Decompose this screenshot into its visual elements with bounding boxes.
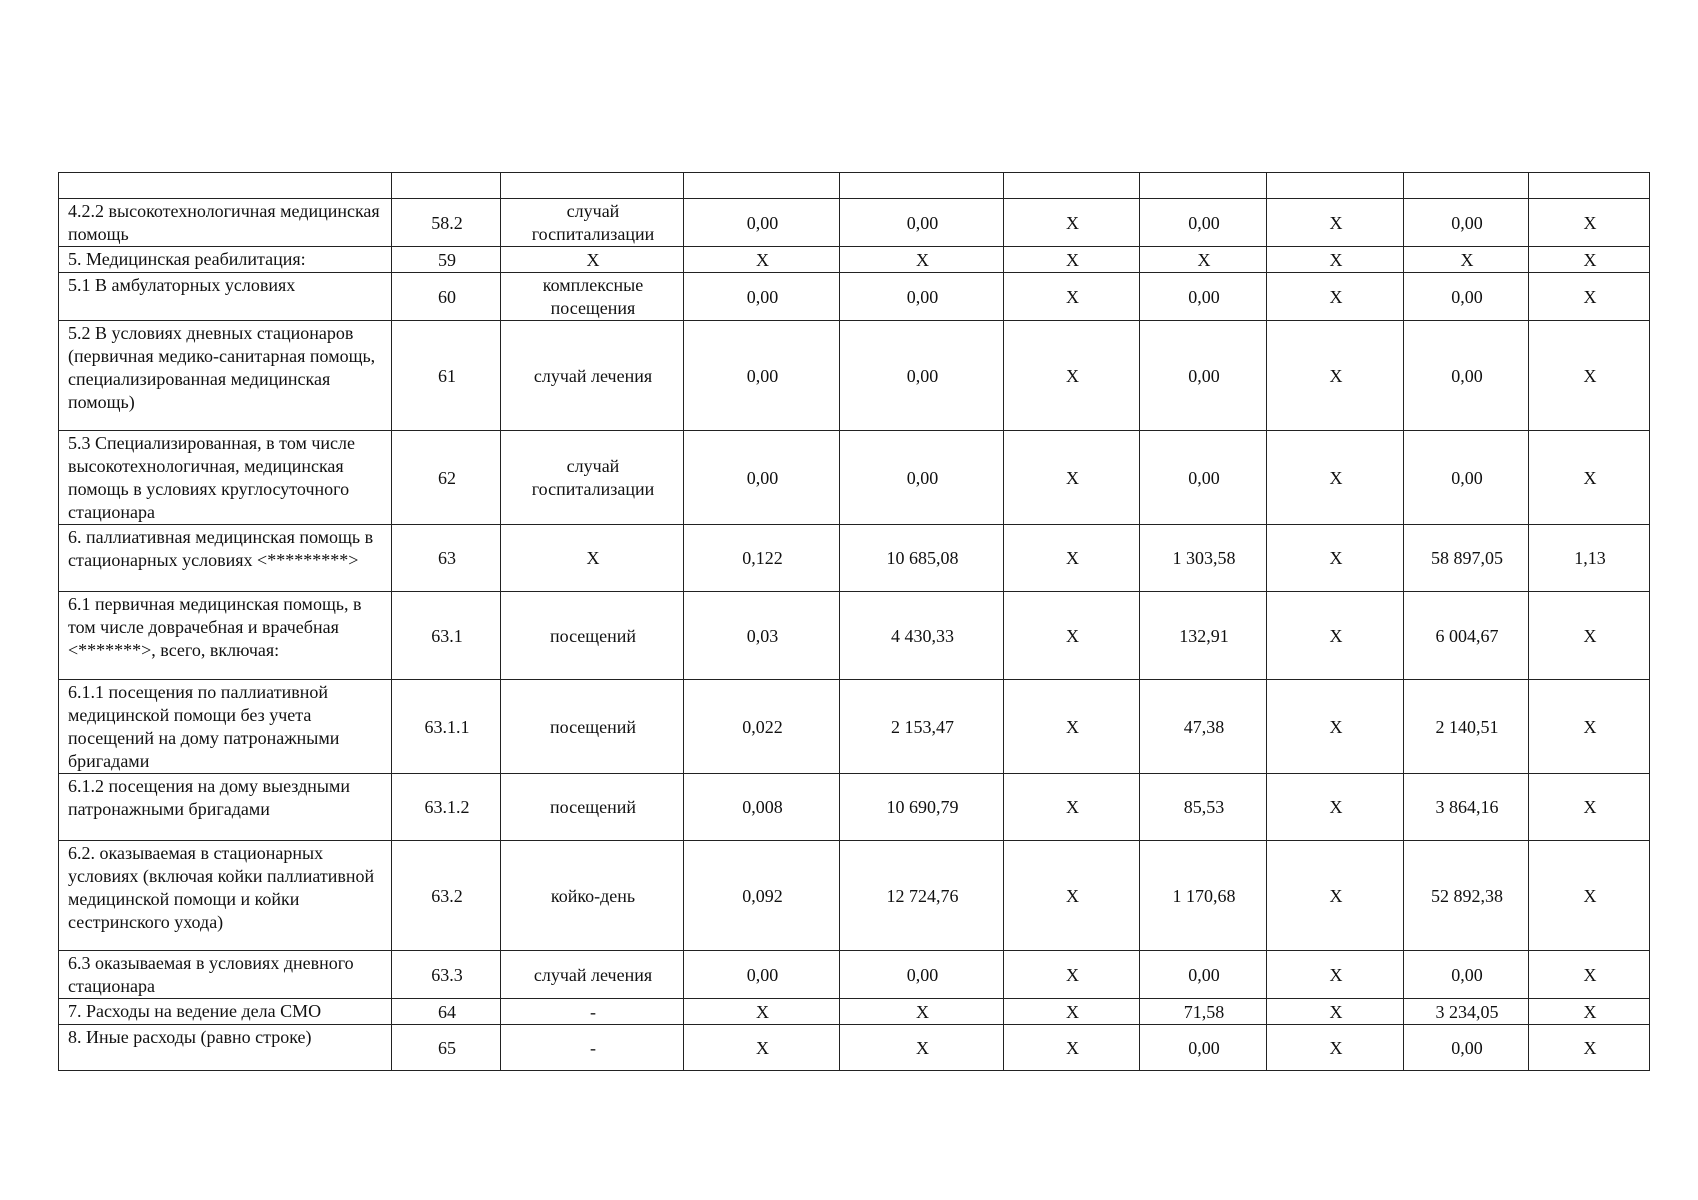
cost-cell: X [840, 1025, 1004, 1071]
unit-cell: случай лечения [501, 951, 684, 999]
value-cell: 0,00 [1404, 951, 1529, 999]
value-cell: X [1004, 321, 1140, 431]
value-cell: X [1004, 592, 1140, 680]
value-cell: X [1267, 841, 1404, 951]
row-code-cell: 59 [392, 247, 501, 273]
value-cell: 0,00 [1404, 1025, 1529, 1071]
cost-cell: 0,00 [840, 321, 1004, 431]
table-row [59, 247, 1650, 273]
volume-cell: 0,022 [684, 680, 840, 774]
value-cell: X [1267, 951, 1404, 999]
value-cell: 1 303,58 [1140, 525, 1267, 592]
row-code-cell: 62 [392, 431, 501, 525]
value-cell: 0,00 [1404, 273, 1529, 321]
value-cell: X [1004, 680, 1140, 774]
table-row [59, 273, 1650, 321]
cost-cell: X [840, 999, 1004, 1025]
table-row [59, 321, 1650, 431]
value-cell: 3 234,05 [1404, 999, 1529, 1025]
value-cell: X [1529, 592, 1650, 680]
table-row [59, 431, 1650, 525]
table-row [59, 999, 1650, 1025]
row-name-cell: 8. Иные расходы (равно строке) [59, 1025, 392, 1071]
volume-cell: 0,03 [684, 592, 840, 680]
row-name-cell: 6.1.2 посещения на дому выездными патронажными бригадами [59, 774, 392, 841]
value-cell: 0,00 [1140, 321, 1267, 431]
value-cell: X [1267, 774, 1404, 841]
value-cell: 132,91 [1140, 592, 1267, 680]
row-code-cell: 63.2 [392, 841, 501, 951]
value-cell: 0,00 [1140, 199, 1267, 247]
row-code-cell: 61 [392, 321, 501, 431]
value-cell: X [1004, 431, 1140, 525]
value-cell: X [1004, 999, 1140, 1025]
cost-cell: 2 153,47 [840, 680, 1004, 774]
unit-cell: X [501, 247, 684, 273]
value-cell: 0,00 [1140, 951, 1267, 999]
value-cell: X [1267, 525, 1404, 592]
volume-cell: X [684, 999, 840, 1025]
volume-cell: 0,00 [684, 321, 840, 431]
value-cell: X [1004, 199, 1140, 247]
cost-cell: X [840, 247, 1004, 273]
cost-cell: 12 724,76 [840, 841, 1004, 951]
unit-cell: койко-день [501, 841, 684, 951]
cost-cell: 0,00 [840, 951, 1004, 999]
empty-cell [840, 173, 1004, 199]
empty-cell [1404, 173, 1529, 199]
value-cell: X [1267, 247, 1404, 273]
value-cell: 6 004,67 [1404, 592, 1529, 680]
value-cell: 52 892,38 [1404, 841, 1529, 951]
value-cell: X [1267, 199, 1404, 247]
volume-cell: 0,092 [684, 841, 840, 951]
value-cell: X [1529, 680, 1650, 774]
value-cell: X [1529, 951, 1650, 999]
table-row [59, 774, 1650, 841]
cost-cell: 0,00 [840, 199, 1004, 247]
row-name-cell: 6.1.1 посещения по паллиативной медицинской помощи без учета посещений на дому патронажными бригадами [59, 680, 392, 774]
value-cell: X [1529, 1025, 1650, 1071]
unit-cell: посещений [501, 592, 684, 680]
value-cell: 0,00 [1140, 431, 1267, 525]
volume-cell: 0,00 [684, 431, 840, 525]
volume-cell: X [684, 247, 840, 273]
unit-cell: случай госпитализации [501, 199, 684, 247]
value-cell: 0,00 [1404, 199, 1529, 247]
value-cell: 0,00 [1140, 1025, 1267, 1071]
empty-cell [1004, 173, 1140, 199]
unit-cell: посещений [501, 774, 684, 841]
row-code-cell: 65 [392, 1025, 501, 1071]
value-cell: 2 140,51 [1404, 680, 1529, 774]
value-cell: X [1529, 999, 1650, 1025]
value-cell: X [1267, 592, 1404, 680]
row-code-cell: 63.3 [392, 951, 501, 999]
row-name-cell: 5. Медицинская реабилитация: [59, 247, 392, 273]
row-code-cell: 63.1.1 [392, 680, 501, 774]
volume-cell: 0,00 [684, 199, 840, 247]
row-code-cell: 63 [392, 525, 501, 592]
value-cell: X [1267, 321, 1404, 431]
row-code-cell: 64 [392, 999, 501, 1025]
row-name-cell: 6.1 первичная медицинская помощь, в том числе доврачебная и врачебная <*******>, всего, включая: [59, 592, 392, 680]
volume-cell: X [684, 1025, 840, 1071]
value-cell: 1,13 [1529, 525, 1650, 592]
value-cell: X [1267, 999, 1404, 1025]
value-cell: 58 897,05 [1404, 525, 1529, 592]
value-cell: X [1267, 680, 1404, 774]
row-name-cell: 6. паллиативная медицинская помощь в стационарных условиях <*********> [59, 525, 392, 592]
empty-header-row [59, 173, 1650, 199]
value-cell: 0,00 [1140, 273, 1267, 321]
table-row [59, 1025, 1650, 1071]
row-name-cell: 5.2 В условиях дневных стационаров (первичная медико-санитарная помощь, специализированная медицинская помощь) [59, 321, 392, 431]
row-name-cell: 5.3 Специализированная, в том числе высокотехнологичная, медицинская помощь в условиях круглосуточного стационара [59, 431, 392, 525]
unit-cell: случай госпитализации [501, 431, 684, 525]
empty-cell [684, 173, 840, 199]
table-row [59, 592, 1650, 680]
financing-table [58, 172, 1650, 1071]
unit-cell: - [501, 999, 684, 1025]
empty-cell [59, 173, 392, 199]
cost-cell: 10 690,79 [840, 774, 1004, 841]
unit-cell: посещений [501, 680, 684, 774]
value-cell: X [1004, 273, 1140, 321]
empty-cell [392, 173, 501, 199]
value-cell: X [1529, 841, 1650, 951]
volume-cell: 0,00 [684, 951, 840, 999]
unit-cell: комплексные посещения [501, 273, 684, 321]
value-cell: X [1529, 247, 1650, 273]
unit-cell: X [501, 525, 684, 592]
value-cell: X [1004, 247, 1140, 273]
empty-cell [501, 173, 684, 199]
value-cell: X [1004, 951, 1140, 999]
table-row [59, 199, 1650, 247]
table-row [59, 680, 1650, 774]
value-cell: X [1004, 525, 1140, 592]
table-row [59, 951, 1650, 999]
value-cell: 85,53 [1140, 774, 1267, 841]
value-cell: X [1529, 321, 1650, 431]
value-cell: 1 170,68 [1140, 841, 1267, 951]
value-cell: X [1004, 774, 1140, 841]
value-cell: X [1267, 273, 1404, 321]
row-name-cell: 4.2.2 высокотехнологичная медицинская помощь [59, 199, 392, 247]
value-cell: X [1529, 774, 1650, 841]
cost-cell: 0,00 [840, 273, 1004, 321]
value-cell: X [1529, 199, 1650, 247]
value-cell: X [1529, 431, 1650, 525]
row-code-cell: 63.1 [392, 592, 501, 680]
cost-cell: 10 685,08 [840, 525, 1004, 592]
row-name-cell: 7. Расходы на ведение дела СМО [59, 999, 392, 1025]
value-cell: 0,00 [1404, 321, 1529, 431]
unit-cell: случай лечения [501, 321, 684, 431]
volume-cell: 0,122 [684, 525, 840, 592]
value-cell: 47,38 [1140, 680, 1267, 774]
unit-cell: - [501, 1025, 684, 1071]
value-cell: X [1404, 247, 1529, 273]
value-cell: X [1529, 273, 1650, 321]
value-cell: X [1140, 247, 1267, 273]
empty-cell [1529, 173, 1650, 199]
row-code-cell: 63.1.2 [392, 774, 501, 841]
row-code-cell: 60 [392, 273, 501, 321]
value-cell: X [1267, 431, 1404, 525]
value-cell: 71,58 [1140, 999, 1267, 1025]
value-cell: 0,00 [1404, 431, 1529, 525]
value-cell: X [1267, 1025, 1404, 1071]
cost-cell: 4 430,33 [840, 592, 1004, 680]
value-cell: X [1004, 841, 1140, 951]
table-row [59, 525, 1650, 592]
table-row [59, 841, 1650, 951]
cost-cell: 0,00 [840, 431, 1004, 525]
value-cell: 3 864,16 [1404, 774, 1529, 841]
row-name-cell: 5.1 В амбулаторных условиях [59, 273, 392, 321]
row-name-cell: 6.3 оказываемая в условиях дневного стационара [59, 951, 392, 999]
volume-cell: 0,00 [684, 273, 840, 321]
row-code-cell: 58.2 [392, 199, 501, 247]
value-cell: X [1004, 1025, 1140, 1071]
empty-cell [1140, 173, 1267, 199]
volume-cell: 0,008 [684, 774, 840, 841]
row-name-cell: 6.2. оказываемая в стационарных условиях (включая койки паллиативной медицинской помощи и койки сестринского ухода) [59, 841, 392, 951]
empty-cell [1267, 173, 1404, 199]
